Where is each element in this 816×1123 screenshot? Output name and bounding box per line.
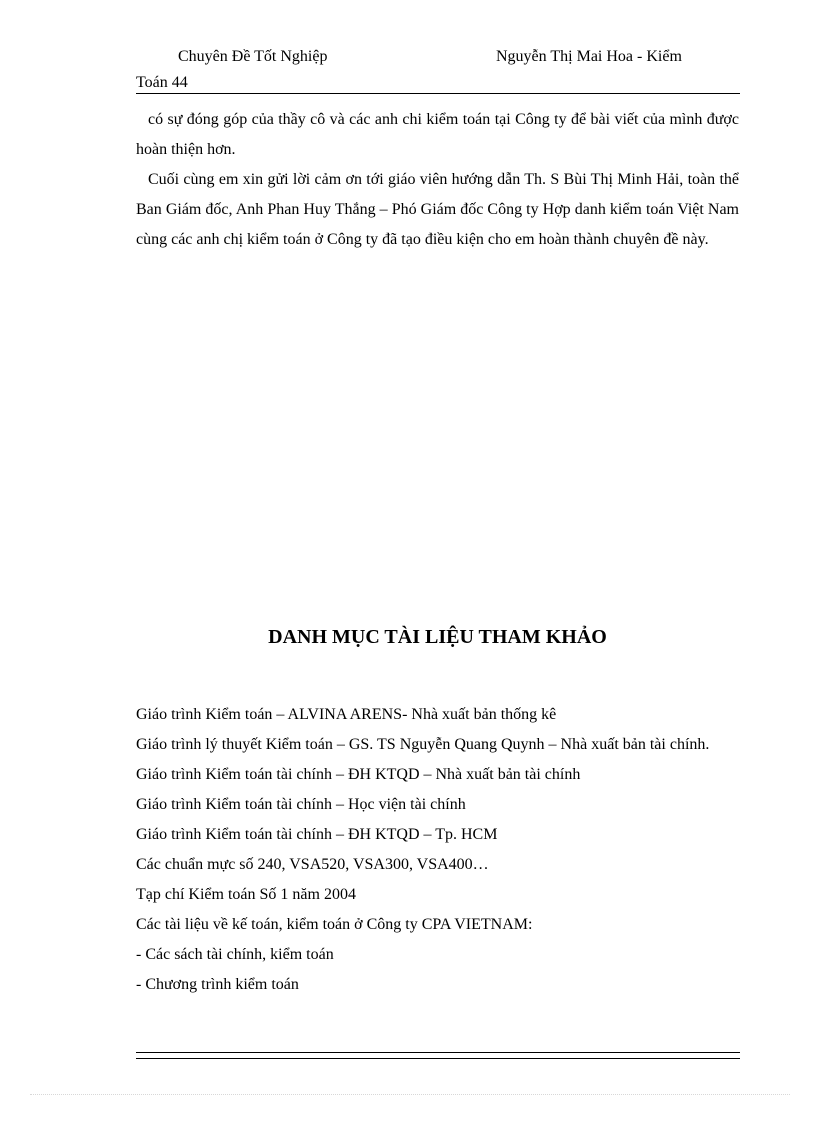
references-heading: DANH MỤC TÀI LIỆU THAM KHẢO: [268, 626, 607, 648]
reference-item: Giáo trình Kiểm toán tài chính – Học viện tài chính: [136, 796, 466, 813]
reference-item: Giáo trình Kiểm toán – ALVINA ARENS- Nhà xuất bản thống kê: [136, 706, 557, 723]
header-author-continued: Toán 44: [136, 74, 188, 91]
body-text: [136, 105, 739, 255]
reference-item: - Chương trình kiểm toán: [136, 976, 299, 993]
header-title: Chuyên Đề Tốt Nghiệp: [178, 48, 328, 65]
references-list: [136, 700, 739, 1000]
body-paragraph: Cuối cùng em xin gửi lời cảm ơn tới giáo viên hướng dẫn Th. S Bùi Thị Minh Hải, toàn thể Ban Giám đốc, Anh Phan Huy Thắng – Phó Giám đốc Công ty Hợp danh kiểm toán Việt Nam cùng các anh chị kiểm toán ở Công ty đã tạo điều kiện cho em hoàn thành chuyên đề này.: [136, 171, 739, 248]
reference-item: - Các sách tài chính, kiểm toán: [136, 946, 334, 963]
body-paragraph: có sự đóng góp của thầy cô và các anh chi kiểm toán tại Công ty để bài viết của mình được hoàn thiện hơn.: [136, 111, 739, 158]
reference-item: Các chuẩn mực số 240, VSA520, VSA300, VSA400…: [136, 856, 489, 873]
reference-item: Giáo trình lý thuyết Kiểm toán – GS. TS Nguyễn Quang Quynh – Nhà xuất bản tài chính.: [136, 736, 710, 753]
page-bottom-edge: [30, 1094, 790, 1095]
footer-divider: [136, 1052, 740, 1059]
reference-item: Giáo trình Kiểm toán tài chính – ĐH KTQD – Nhà xuất bản tài chính: [136, 766, 581, 783]
reference-item: Giáo trình Kiểm toán tài chính – ĐH KTQD – Tp. HCM: [136, 826, 498, 843]
page-header: [136, 44, 740, 96]
header-divider: [136, 93, 740, 94]
header-author: Nguyễn Thị Mai Hoa - Kiểm: [496, 48, 682, 65]
reference-item: Tạp chí Kiểm toán Số 1 năm 2004: [136, 886, 356, 903]
reference-item: Các tài liệu về kế toán, kiểm toán ở Công ty CPA VIETNAM:: [136, 916, 533, 933]
